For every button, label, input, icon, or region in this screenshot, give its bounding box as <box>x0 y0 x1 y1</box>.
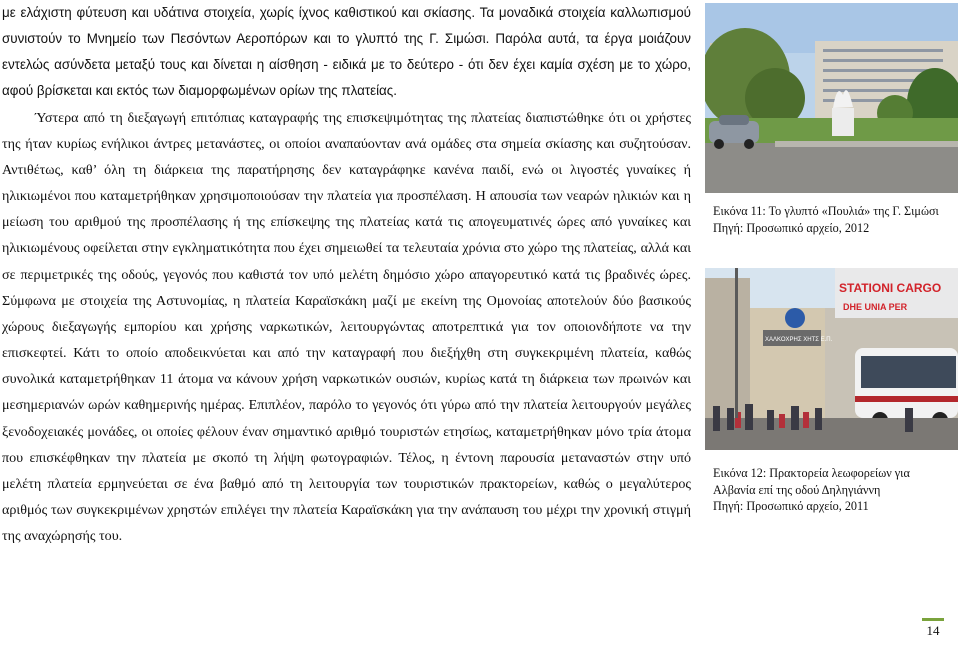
page-number: 14 <box>922 618 944 641</box>
figure-11-caption: Εικόνα 11: Το γλυπτό «Πουλιά» της Γ. Σιμώσι Πηγή: Προσωπικό αρχείο, 2012 <box>713 204 939 235</box>
figure-11-photo <box>705 3 958 193</box>
paragraph-2: Ύστερα από τη διεξαγωγή επιτόπιας καταγραφής της επισκεψιμότητας της πλατείας διαπιστώθηκε ότι οι χρήστες της ήταν κυρίως ενήλικοι άντρες μετανάστες, οι οποίοι αναπαύονταν ανά ομάδες στα σημεία σκίασης και συζητούσαν. Αντιθέτως, καθ’ όλη τη διάρκεια της παρατήρησης δεν καταγράφηκε κανένα παιδί, ενώ οι λιγοστές γυναίκες ή ηλικιωμένοι που καταμετρήθηκαν χρησιμοποιούσαν την πλατεία για προσπέλαση. Η απουσία των νεαρών ηλικιών και η μείωση του αριθμού της προσπέλασης ή της επίσκεψης της πλατείας κατά τις απογευματινές ώρες από γυναίκες και ηλικιωμένους οφείλεται στην εγκληματικότητα που έχει σημειωθεί τα τελευταία χρόνια στο χώρο της πλατείας, αλλά και σε περιμετρικές της οδούς, γεγονός που καθιστά τον υπό μελέτη δημόσιο χώρο απαγορευτικό κατά τις βραδινές ώρες. Σύμφωνα με στοιχεία της Αστυνομίας, η πλατεία Καραϊσκάκη μαζί με εκείνη της Ομονοίας αποτελούν δύο βασικούς χώρους διεξαγωγής εμπορίου και χρήσης ναρκωτικών, λειτουργώντας αποτρεπτικά για τον οποιονδήποτε να την επισκεφτεί. Κάτι το οποίο αποδεικνύεται και από την καταγραφή που διεξήχθη στη συγκεκριμένη πλατεία, καθώς συνολικά καταμετρήθηκαν 11 άτομα να κάνουν χρήση ναρκωτικών ουσιών, κυρίως κατά τη διάρκεια των πρωινών και μεσημεριανών ωρών καθημερινής ημέρας. Επιπλέον, παρόλο το γεγονός ότι γύρω από την πλατεία λειτουργούν μεγάλες ξενοδοχειακές μονάδες, οι οποίες φέλουν έναν σημαντικό αριθμό τουριστών ετησίως, καταμετρήθηκαν μόνο τρία άτομα που επισκέφθηκαν την πλατεία με σκοπό τη λήψη φωτογραφιών. Τέλος, η έντονη παρουσία μεταναστών στην υπό μελέτη πλατεία ερμηνεύεται σε ένα βαθμό από τη λειτουργία των τουριστικών πρακτορείων, καθώς ο μεγαλύτερος αριθμός των συγκεκριμένων χρηστών επιλέγει την πλατεία Καραϊσκάκη για την ανάπαυση του μέχρι την χρονική στιγμή της αναχώρησής του. <box>2 109 691 545</box>
cargo-sign-text-2: DHE UNIA PER <box>843 302 908 312</box>
body-text-column <box>2 0 691 549</box>
figure-12-caption: Εικόνα 12: Πρακτορεία λεωφορείων για Αλβανία επί της οδού Δηληγιάννη Πηγή: Προσωπικό αρχείο, 2011 <box>713 466 910 514</box>
shop-sign-text: ΧΑΛΚΟΧΡΗΣ ΧΗΤΣ Ε.Π. <box>765 337 833 343</box>
figure-12-photo <box>705 268 958 450</box>
paragraph-1: με ελάχιστη φύτευση και υδάτινα στοιχεία, χωρίς ίχνος καθιστικού και σκίασης. Τα μοναδικά στοιχεία καλλωπισμού συνιστούν το Μνημείο των Πεσόντων Αεροπόρων και το γλυπτό της Γ. Σιμώσι. Παρόλα αυτά, τα έργα μοιάζουν εντελώς ασύνδετα μεταξύ τους και δίνεται η αίσθηση - ειδικά με το δεύτερο - ότι δεν έχει καμία σχέση με το χώρο, αφού βρίσκεται και εκτός των διαμορφωμένων ορίων της πλατείας. <box>2 5 691 99</box>
cargo-sign-text: STATIONI CARGO <box>839 281 942 295</box>
